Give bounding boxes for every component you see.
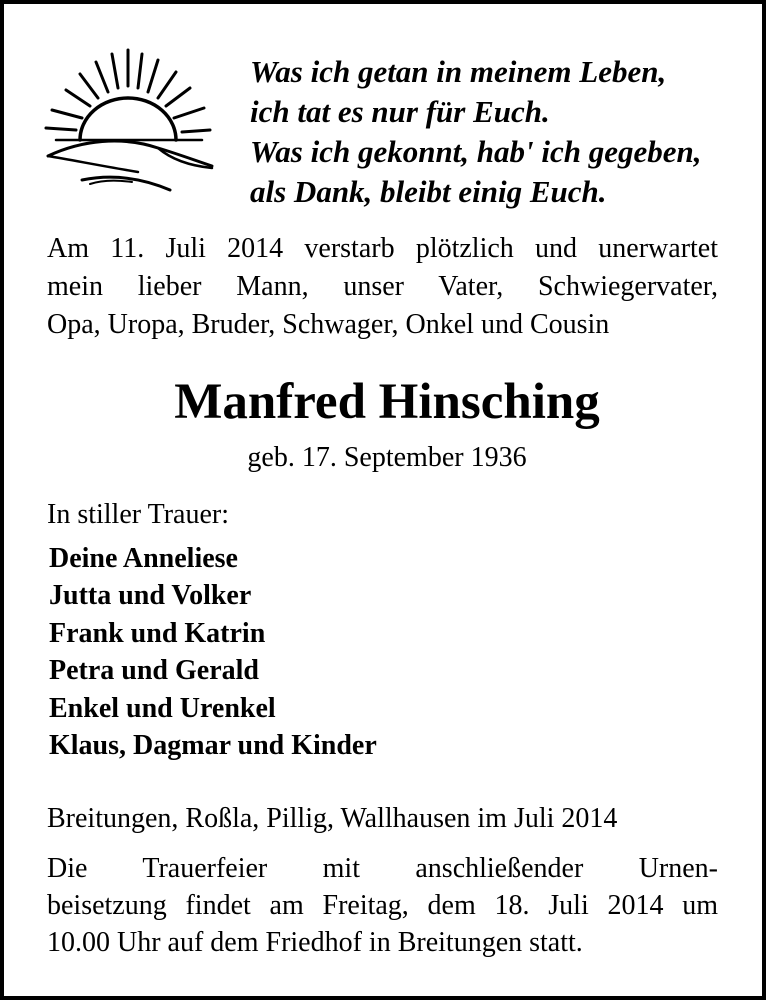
announcement-line: Am 11. Juli 2014 verstarb plötzlich und unerwartet — [47, 233, 718, 264]
poem-line: Was ich gekonnt, hab' ich gegeben, — [250, 134, 702, 169]
announcement-line: mein lieber Mann, unser Vater, Schwiegervater, — [47, 271, 718, 302]
mourner: Jutta und Volker — [49, 580, 252, 612]
mourner: Klaus, Dagmar und Kinder — [49, 730, 377, 762]
service-line: Die Trauerfeier mit anschließender Urnen- — [47, 853, 718, 884]
place-and-date: Breitungen, Roßla, Pillig, Wallhausen im Juli 2014 — [47, 803, 618, 834]
mourner: Petra und Gerald — [49, 655, 259, 687]
announcement-line: Opa, Uropa, Bruder, Schwager, Onkel und Cousin — [47, 309, 610, 340]
service-line: 10.00 Uhr auf dem Friedhof in Breitungen statt. — [47, 927, 583, 958]
mourning-intro: In stiller Trauer: — [47, 499, 229, 530]
mourner: Enkel und Urenkel — [49, 692, 276, 724]
birth-date: geb. 17. September 1936 — [247, 442, 527, 473]
poem-line: ich tat es nur für Euch. — [250, 94, 550, 129]
mourner: Frank und Katrin — [49, 617, 266, 649]
funeral-service-info — [47, 850, 718, 961]
memorial-poem — [250, 52, 750, 212]
poem-line: als Dank, bleibt einig Euch. — [250, 174, 607, 209]
poem-line: Was ich getan in meinem Leben, — [250, 54, 667, 89]
mourners-list — [49, 540, 377, 764]
service-line: beisetzung findet am Freitag, dem 18. Juli 2014 um — [47, 890, 718, 921]
mourner: Deine Anneliese — [49, 543, 238, 574]
death-announcement — [47, 230, 718, 344]
deceased-name: Manfred Hinsching — [174, 374, 600, 430]
sunset-over-hills-icon — [42, 48, 216, 198]
